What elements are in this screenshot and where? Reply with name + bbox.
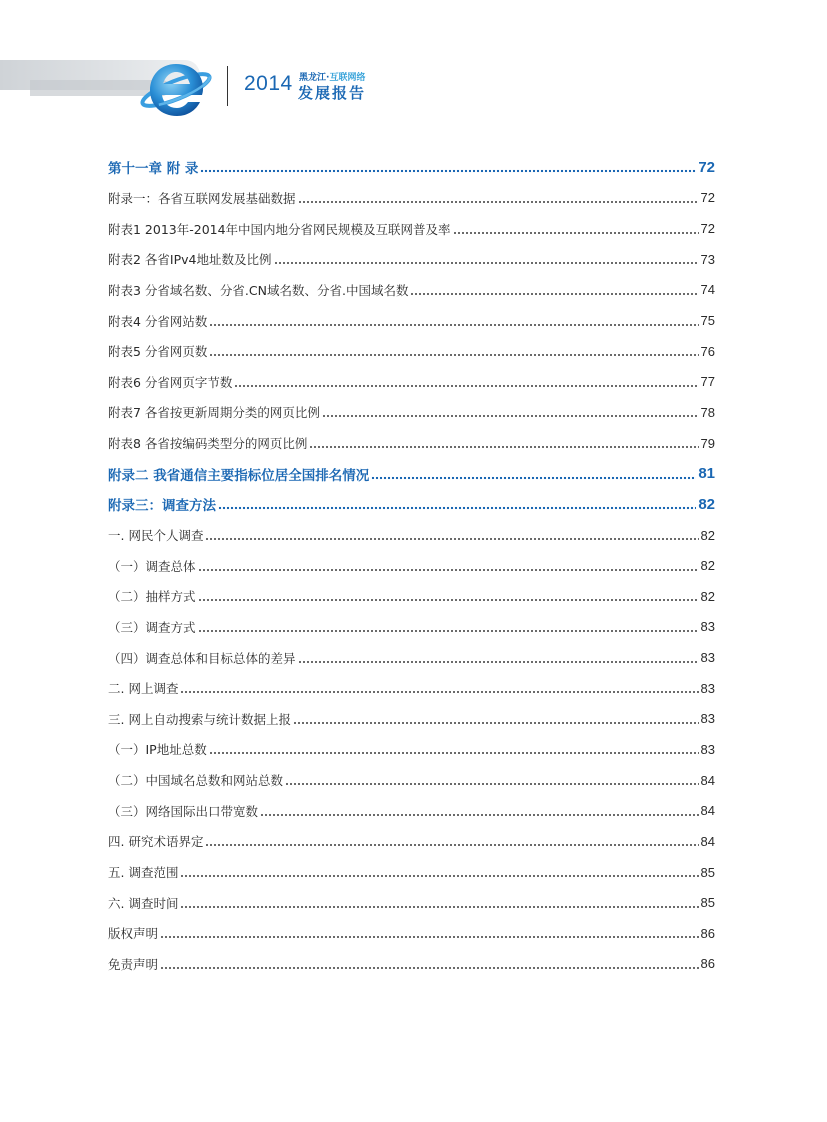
toc-entry[interactable] xyxy=(108,520,715,551)
toc-entry-title: 四. 研究术语界定 xyxy=(108,834,204,850)
toc-entry-page: 78 xyxy=(700,404,715,420)
toc-entry-title: 附表8 各省按编码类型分的网页比例 xyxy=(108,436,308,452)
toc-entry[interactable] xyxy=(108,949,715,980)
toc-leader-dots xyxy=(198,620,699,634)
toc-leader-dots xyxy=(453,222,699,236)
toc-entry-title: 附表5 分省网页数 xyxy=(108,344,208,360)
header-subtitle: 黑龙江·互联网络 xyxy=(299,73,366,83)
toc-leader-dots xyxy=(234,375,698,389)
toc-entry-page: 84 xyxy=(700,772,715,788)
toc-entry[interactable] xyxy=(108,305,715,336)
toc-entry[interactable] xyxy=(108,152,715,183)
toc-entry-title: 附表4 分省网站数 xyxy=(108,313,208,329)
toc-entry-page: 82 xyxy=(700,588,715,604)
toc-leader-dots xyxy=(180,865,698,879)
toc-entry-title: 附录三：调查方法 xyxy=(108,498,216,515)
toc-leader-dots xyxy=(322,405,699,419)
toc-leader-dots xyxy=(293,712,699,726)
toc-entry-page: 83 xyxy=(700,741,715,757)
toc-entry-title: 附录二 我省通信主要指标位居全国排名情况 xyxy=(108,467,370,484)
toc-entry-title: 附表1 2013年-2014年中国内地分省网民规模及互联网普及率 xyxy=(108,221,451,237)
toc-entry[interactable] xyxy=(108,275,715,306)
toc-leader-dots xyxy=(209,314,698,328)
toc-entry-page: 82 xyxy=(698,495,715,513)
e-logo-icon xyxy=(138,50,216,122)
toc-entry-page: 84 xyxy=(700,833,715,849)
toc-entry-page: 83 xyxy=(700,711,715,727)
header-title: 发展报告 xyxy=(298,84,367,102)
header-year: 2014 xyxy=(244,72,293,95)
toc-entry-page: 83 xyxy=(700,650,715,666)
header-subtitle-accent: 互联网络 xyxy=(329,73,366,83)
table-of-contents xyxy=(108,152,715,979)
toc-entry[interactable] xyxy=(108,581,715,612)
toc-entry[interactable] xyxy=(108,366,715,397)
toc-entry[interactable] xyxy=(108,918,715,949)
toc-entry[interactable] xyxy=(108,826,715,857)
toc-entry-page: 76 xyxy=(700,343,715,359)
toc-entry[interactable] xyxy=(108,765,715,796)
toc-entry-title: 三. 网上自动搜索与统计数据上报 xyxy=(108,711,291,727)
toc-entry-page: 86 xyxy=(700,956,715,972)
toc-leader-dots xyxy=(160,926,699,940)
header-divider xyxy=(227,66,228,106)
toc-entry[interactable] xyxy=(108,612,715,643)
toc-entry-page: 83 xyxy=(700,619,715,635)
toc-entry-title: 第十一章 附 录 xyxy=(108,161,199,178)
toc-entry[interactable] xyxy=(108,795,715,826)
toc-leader-dots xyxy=(209,344,698,358)
toc-entry-title: 一. 网民个人调查 xyxy=(108,528,204,543)
toc-entry[interactable] xyxy=(108,183,715,214)
toc-entry-title: （二）抽样方式 xyxy=(108,589,196,605)
toc-entry-title: 附表2 各省IPv4地址数及比例 xyxy=(108,252,272,268)
toc-entry[interactable] xyxy=(108,213,715,244)
toc-entry-title: 附表3 分省域名数、分省.CN域名数、分省.中国域名数 xyxy=(108,282,409,298)
toc-leader-dots xyxy=(180,681,698,695)
toc-leader-dots xyxy=(309,436,698,450)
toc-leader-dots xyxy=(298,191,699,205)
toc-entry[interactable] xyxy=(108,428,715,459)
toc-entry[interactable] xyxy=(108,887,715,918)
toc-leader-dots xyxy=(285,773,699,787)
toc-entry-page: 85 xyxy=(700,895,715,911)
toc-leader-dots xyxy=(198,589,699,603)
toc-entry-page: 72 xyxy=(700,221,715,237)
toc-entry-page: 82 xyxy=(700,558,715,574)
header-subtitle-region: 黑龙江 xyxy=(299,73,327,83)
toc-entry-page: 72 xyxy=(700,190,715,206)
toc-entry[interactable] xyxy=(108,642,715,673)
toc-entry-page: 85 xyxy=(700,864,715,880)
toc-entry-title: 五. 调查范围 xyxy=(108,865,179,881)
toc-entry-title: 版权声明 xyxy=(108,926,159,942)
toc-leader-dots xyxy=(260,804,699,818)
toc-entry-page: 86 xyxy=(700,925,715,941)
toc-entry[interactable] xyxy=(108,734,715,765)
toc-entry-title: 六. 调查时间 xyxy=(108,895,179,911)
toc-entry-title: 二. 网上调查 xyxy=(108,681,179,697)
toc-entry-page: 84 xyxy=(700,803,715,819)
toc-entry-page: 75 xyxy=(700,313,715,329)
toc-entry[interactable] xyxy=(108,489,715,520)
toc-leader-dots xyxy=(160,957,699,971)
toc-leader-dots xyxy=(200,160,696,174)
toc-entry[interactable] xyxy=(108,397,715,428)
toc-entry-title: （一）调查总体 xyxy=(108,558,196,574)
toc-entry-page: 83 xyxy=(700,680,715,696)
toc-leader-dots xyxy=(371,467,696,481)
toc-leader-dots xyxy=(205,528,698,542)
toc-entry[interactable] xyxy=(108,458,715,489)
toc-entry[interactable] xyxy=(108,704,715,735)
toc-entry-title: 附表6 分省网页字节数 xyxy=(108,374,233,390)
toc-entry-page: 79 xyxy=(700,435,715,451)
toc-leader-dots xyxy=(209,742,699,756)
toc-entry-title: （三）调查方式 xyxy=(108,619,196,635)
toc-entry[interactable] xyxy=(108,857,715,888)
toc-entry[interactable] xyxy=(108,336,715,367)
toc-entry-title: （三）网络国际出口带宽数 xyxy=(108,803,259,819)
toc-leader-dots xyxy=(218,497,696,511)
toc-entry-page: 72 xyxy=(698,158,715,176)
toc-entry-page: 74 xyxy=(700,282,715,298)
toc-entry-page: 82 xyxy=(700,527,715,543)
toc-entry[interactable] xyxy=(108,673,715,704)
toc-entry-page: 73 xyxy=(700,251,715,267)
toc-entry-page: 81 xyxy=(698,465,715,483)
toc-leader-dots xyxy=(205,834,698,848)
toc-entry-page: 77 xyxy=(700,374,715,390)
toc-entry-title: 免责声明 xyxy=(108,956,159,972)
toc-leader-dots xyxy=(274,252,699,266)
toc-entry-title: （四）调查总体和目标总体的差异 xyxy=(108,650,296,666)
toc-leader-dots xyxy=(298,651,699,665)
toc-entry[interactable] xyxy=(108,244,715,275)
toc-leader-dots xyxy=(180,896,698,910)
toc-entry[interactable] xyxy=(108,550,715,581)
toc-entry-title: （一）IP地址总数 xyxy=(108,742,207,758)
toc-entry-title: （二）中国域名总数和网站总数 xyxy=(108,773,284,789)
toc-entry-title: 附表7 各省按更新周期分类的网页比例 xyxy=(108,405,320,421)
toc-entry-title: 附录一：各省互联网发展基础数据 xyxy=(108,190,296,206)
toc-leader-dots xyxy=(198,559,699,573)
toc-leader-dots xyxy=(410,283,698,297)
